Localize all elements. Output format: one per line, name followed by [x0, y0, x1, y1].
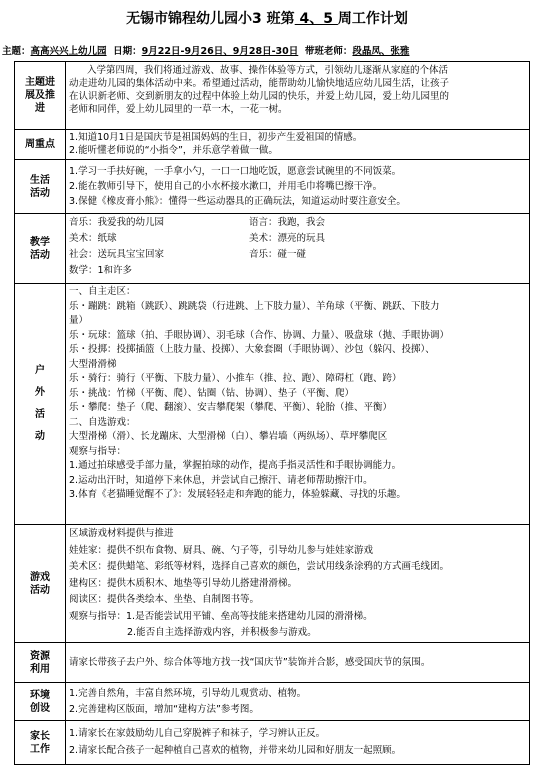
label-parent-work: 家长 工作 — [15, 721, 66, 765]
life-activities-content: 1.学习一手扶好碗，一手拿小勺，一口一口地吃饭，愿意尝试碗里的不同饭菜。 2.能在教师引导下，使用自己的小水杯接水漱口，并用毛巾将嘴巴擦干净。 3.保健《橡皮膏小熊》：懂得一些运动器具的正确玩法，知道运动时要注意安全。 — [66, 160, 530, 214]
row-parent-work — [15, 721, 530, 765]
label-environment: 环境 创设 — [15, 683, 66, 721]
resource-use-content: 请家长带孩子去户外、综合体等地方找一找“国庆节”装饰并合影，感受国庆节的氛围。 — [66, 643, 530, 683]
theme-value: 高高兴兴上幼儿园 — [30, 46, 107, 57]
label-outdoor-activities: 户 外 活 动 — [15, 284, 66, 525]
row-teaching-activities — [15, 214, 530, 284]
teacher-label: 带班老师： — [304, 46, 353, 57]
weekly-plan-table — [14, 61, 530, 765]
plan-info-line — [2, 43, 534, 57]
environment-content: 1.完善自然角，丰富自然环境，引导幼儿观赏动、植物。 2.完善建构区版面，增加“建构方法”参考图。 — [66, 683, 530, 721]
label-game-activities: 游戏 活动 — [15, 525, 66, 643]
game-activities-content: 区域游戏材料提供与推进 娃娃家：提供不织布食物、厨具、碗、勺子等，引导幼儿参与娃娃家游戏 美术区：提供蜡笔、彩纸等材料，选择自己喜欢的颜色，尝试用线条涂鸦的方式画毛线团。 建构区：提供木质积木、地垫等引导幼儿搭建滑滑梯。 阅读区：提供各类绘本、坐垫、自制图书等。 观察与指导：1.是否能尝试用平铺、垒高等技能来搭建幼儿园的滑滑梯。 2.能否自主选择游戏内容，并积极参与游戏。 — [66, 525, 530, 643]
row-outdoor-activities — [15, 284, 530, 525]
label-life-activities: 生活 活动 — [15, 160, 66, 214]
row-environment — [15, 683, 530, 721]
row-resource-use — [15, 643, 530, 683]
weekly-focus-content: 1.知道10月1日是国庆节是祖国妈妈的生日，初步产生爱祖国的情感。 2.能听懂老师说的“小指令”，并乐意学着做一做。 — [66, 130, 530, 160]
label-weekly-focus: 周重点 — [15, 130, 66, 160]
page-title — [0, 8, 534, 28]
date-label: 日期： — [113, 46, 142, 57]
row-game-activities — [15, 525, 530, 643]
outdoor-activities-content: 一、自主走区： 乐・蹦跳：跳箱（跳跃）、跳跳袋（行进跳、上下肢力量）、羊角球（平衡、跳跃、下肢力 量） 乐・玩球：篮球（拍、手眼协调）、羽毛球（合作、协调、力量）、吸盘球（抛、手眼协调） 乐・投掷：投掷插篮（上肢力量、投掷）、大象套圈（手眼协调）、沙包（躲闪、投掷）、 大型滑滑梯 乐・骑行：骑行（平衡、下肢力量）、小推车（推、拉、跑）、障碍杠（跑、跨） 乐・挑战：竹梯（平衡、爬）、钻圈（钻、协调）、垫子（平衡、爬） 乐・攀爬：垫子（爬、翻滚）、安吉攀爬架（攀爬、平衡）、轮胎（推、平衡） 二、自选游戏： 大型滑梯（滑）、长龙蹦床、大型滑梯（白）、攀岩墙（两纵场）、草坪攀爬区 观察与指导： 1.通过拍球感受手部力量，掌握拍球的动作，提高手指灵活性和手眼协调能力。 2.运动出汗时，知道停下来休息，并尝试自己擦汗、请老师帮助擦汗巾。 3.体育《老猫睡觉醒不了》：发展轻轻走和奔跑的能力，体验躲藏、寻找的乐趣。 — [66, 284, 530, 525]
label-theme-progress: 主题进 展及推 进 — [15, 62, 66, 130]
theme-progress-content: 入学第四周，我们将通过游戏、故事、操作体验等方式，引领幼儿逐渐从家庭的个体活 动走进幼儿园的集体活动中来。希望通过活动，能帮助幼儿愉快地适应幼儿园生活，让孩子 在认识新老师、交到新朋友的过程中体验上幼儿园的快乐，并爱上幼儿园，爱上幼儿园里的 老师和同伴，爱上幼儿园里的一草一木，一花一树。 — [66, 62, 530, 130]
row-theme-progress — [15, 62, 530, 130]
parent-work-content: 1.请家长在家鼓励幼儿自己穿脱裤子和袜子，学习辨认正反。 2.请家长配合孩子一起种植自己喜欢的植物，并带来幼儿园和好朋友一起照顾。 — [66, 721, 530, 765]
label-teaching-activities: 教学 活动 — [15, 214, 66, 284]
label-resource-use: 资源 利用 — [15, 643, 66, 683]
teacher-value: 段晶凤、张雅 — [352, 46, 410, 57]
title-prefix: 无锡市锦程幼儿园小3 班第 — [126, 11, 295, 27]
week-number: 4、5 — [294, 11, 338, 27]
title-suffix: 周工作计划 — [337, 11, 408, 27]
theme-label: 主题： — [2, 46, 31, 57]
teaching-activities-content: 音乐：我爱我的幼儿园 语言：我跑，我会 美术：纸球 美术：漂亮的玩具 社会：送玩具宝宝回家 音乐：碰一碰 数学：1和许多 — [66, 214, 530, 284]
row-weekly-focus — [15, 130, 530, 160]
row-life-activities — [15, 160, 530, 214]
date-value: 9月22日-9月26日、9月28日-30日 — [141, 46, 299, 57]
